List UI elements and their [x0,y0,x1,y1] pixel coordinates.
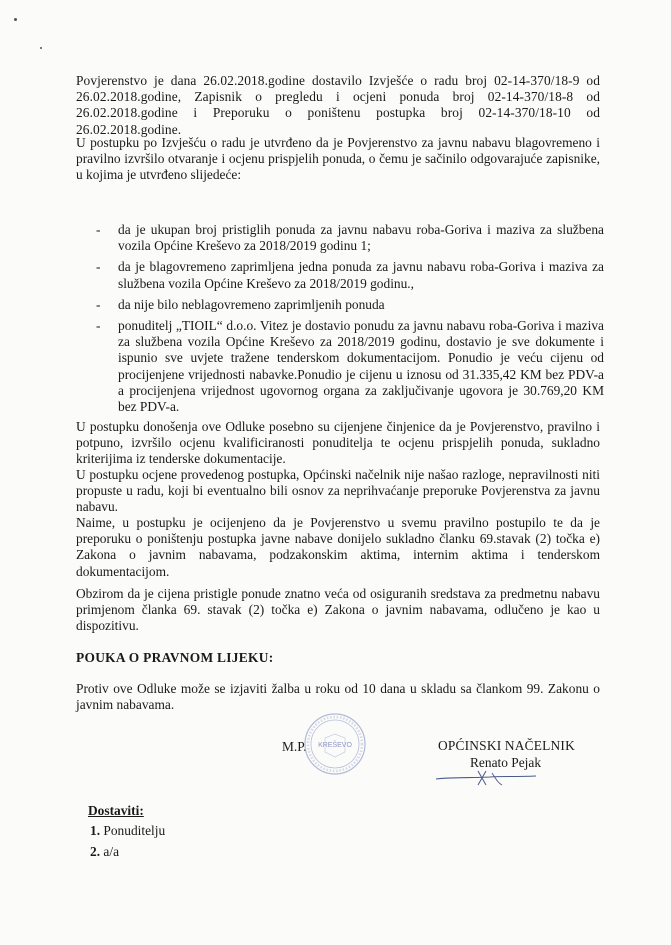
list-item [96,318,604,415]
legal-remedy-text: Protiv ove Odluke može se izjaviti žalba u roku od 10 dana u skladu sa člankom 99. Zakonu o javnim nabavama. [76,681,600,713]
intro-paragraph: Povjerenstvo je dana 26.02.2018.godine dostavilo Izvješće o radu broj 02-14-370/18-9 od 26.02.2018.godine, Zapisnik o pregledu i ocjeni ponuda broj 02-14-370/18-8 od 26.02.2018.godine i Preporuku o poništenu postupka broj 02-14-370/18-10 od 26.02.2018.godine. [76,73,600,137]
distribution-list [90,820,165,862]
list-item [90,841,165,862]
list-item [96,259,604,291]
list-item-text: da je ukupan broj pristiglih ponuda za javnu nabavu roba-Goriva i maziva za službena vozila Općine Kreševo za 2018/2019 godinu 1; [118,222,604,254]
scan-speck [14,18,17,21]
findings-paragraph: U postupku po Izvješću o radu je utvrđeno da je Povjerenstvo za javnu nabavu blagovremeno i pravilno izvršilo otvaranje i ocjenu prispjelih ponuda, o čemu je sačinilo odgovarajuće zapisnike, u kojima je utvrđeno slijedeće: [76,135,600,183]
conclusion-paragraph: Obzirom da je cijena pristigle ponude znatno veća od osiguranih sredstava za predmetnu nabavu primjenom članka 69. stavak (2) točka e) Zakona o javnim nabavama, odlučeno je kao u dispozitivu. [76,586,600,634]
official-stamp [303,712,367,776]
bullet-marker: - [96,296,101,312]
list-item [90,820,165,841]
evaluation-paragraph: U postupku ocjene provedenog postupka, Općinski načelnik nije našao razloge, nepravilnosti niti propuste u radu, koji bi eventualno bili osnov za neprihvaćanje preporuke Povjerenstva za javnu nabavu. [76,467,600,515]
list-item [96,222,604,254]
handwritten-signature [432,765,542,793]
stamp-text: KREŠEVO [318,742,352,749]
list-item-text: da je blagovremeno zaprimljena jedna ponuda za javnu nabavu roba-Goriva i maziva za službena vozila Općine Kreševo za 2018/2019 godinu., [118,259,604,291]
bullet-marker: - [96,318,101,334]
bullet-marker: - [96,222,101,237]
signatory-title: OPĆINSKI NAČELNIK [438,738,575,753]
scan-speck [40,47,42,49]
reasoning-paragraph: Naime, u postupku je ocijenjeno da je Povjerenstvo u svemu pravilno postupilo te da je preporuku o poništenju postupka javne nabave donijelo sukladno članku 69.stavak (2) točka e) Zakona o javnim nabavama, podzakonskim aktima, internim aktima i tenderskom dokumentacijom. [76,515,600,579]
mp-label: M.P. [282,739,307,754]
list-number: 2. [90,844,101,859]
considerations-paragraph: U postupku donošenja ove Odluke posebno su cijenjene činjenice da je Povjerenstvo, pravilno i potpuno, izvršilo ocjenu kvalificiranosti ponuditelja te ocjenu prispjelih ponuda, sukladno kriterijima iz tenderske dokumentacije. [76,419,600,467]
signatory-name: Renato Pejak [470,755,542,770]
findings-list [96,222,604,420]
list-item-text: Ponuditelju [103,823,166,838]
list-item-text: ponuditelj „TIOIL“ d.o.o. Vitez je dostavio ponudu za javnu nabavu roba-Goriva i maziva za službena vozila Općine Kreševo za 2018/2019 godinu, dostavio je sve dokumente i ispunio sve uvjete tražene tenderskom dokumentacijom. Ponudio je veću cijenu od procijenjene vrijednosti nabavke.Ponudio je cijenu u iznosu od 31.335,42 KM bez PDV-a a procijenjena vrijednost ugovornog organa za zaključivanje ugovora je 30.769,20 KM bez PDV-a. [118,318,604,415]
legal-remedy-heading: POUKA O PRAVNOM LIJEKU: [76,650,274,665]
distribution-heading: Dostaviti: [88,803,144,818]
list-item-text: a/a [103,844,120,859]
list-item-text: da nije bilo neblagovremeno zaprimljenih ponuda [118,296,385,312]
bullet-marker: - [96,259,101,275]
list-number: 1. [90,823,101,838]
list-item [96,297,604,313]
